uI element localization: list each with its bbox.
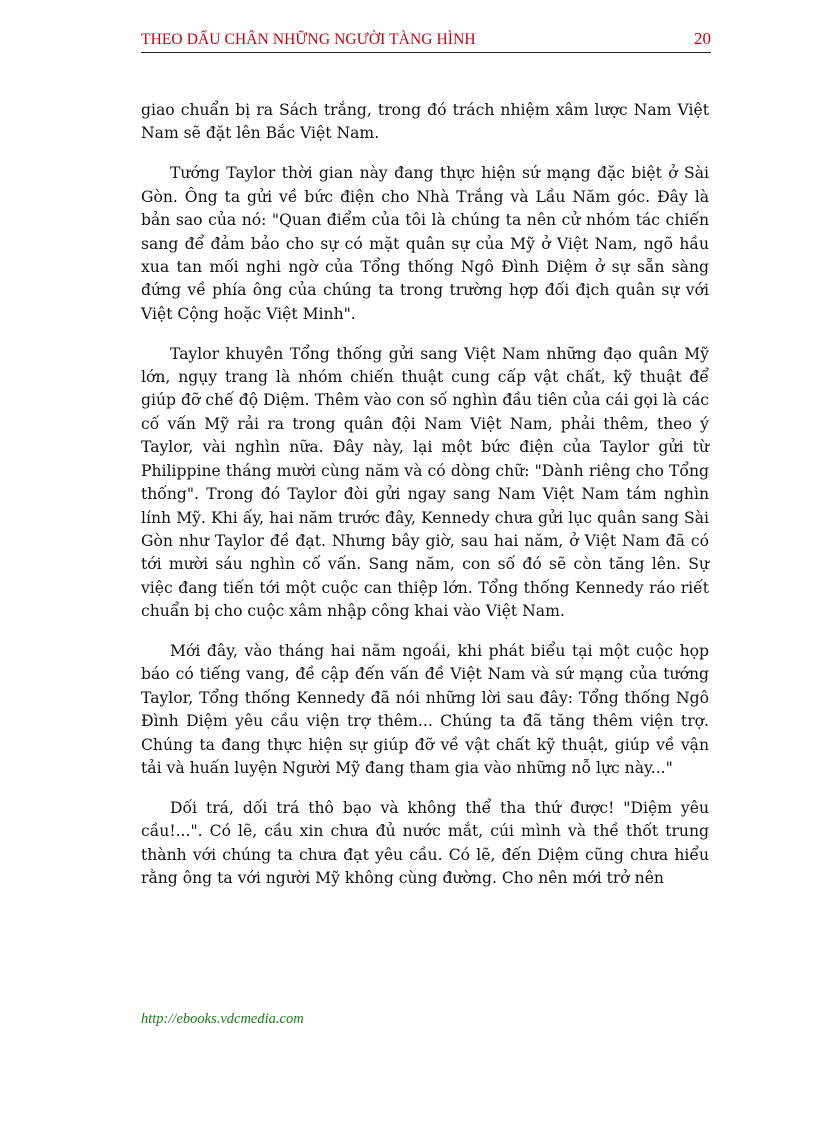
page-header [141,28,711,53]
footer-link[interactable]: http://ebooks.vdcmedia.com [141,1011,304,1027]
paragraph-1: giao chuẩn bị ra Sách trắng, trong đó trách nhiệm xâm lược Nam Việt Nam sẽ đặt lên Bắc Việt Nam. [141,101,709,143]
running-title: THEO DẤU CHÂN NHỮNG NGƯỜI TÀNG HÌNH [141,31,476,48]
paragraph-2: Tướng Taylor thời gian này đang thực hiện sứ mạng đặc biệt ở Sài Gòn. Ông ta gửi về bức điện cho Nhà Trắng và Lầu Năm góc. Đây là bản sao của nó: "Quan điểm của tôi là chúng ta nên cử nhóm tác chiến sang để đảm bảo cho sự có mặt quân sự của Mỹ ở Việt Nam, ngõ hầu xua tan mối nghi ngờ của Tổng thống Ngô Đình Diệm ở sự sẵn sàng đứng về phía ông của chúng ta trong trường hợp đối địch quân sự với Việt Cộng hoặc Việt Minh". [141,164,709,323]
paragraph-4: Mới đây, vào tháng hai năm ngoái, khi phát biểu tại một cuộc họp báo có tiếng vang, đề cập đến vấn đề Việt Nam và sứ mạng của tướng Taylor, Tổng thống Kennedy đã nói những lời sau đây: Tổng thống Ngô Đình Diệm yêu cầu viện trợ thêm... Chúng ta đã tăng thêm viện trợ. Chúng ta đang thực hiện sự giúp đỡ về vật chất kỹ thuật, giúp về vận tải và huấn luyện Người Mỹ đang tham gia vào những nỗ lực này..." [141,642,709,778]
page-body [141,99,709,907]
paragraph-3: Taylor khuyên Tổng thống gửi sang Việt Nam những đạo quân Mỹ lớn, ngụy trang là nhóm chiến thuật cung cấp vật chất, kỹ thuật để giúp đỡ chế độ Diệm. Thêm vào con số nghìn đầu tiên của cái gọi là các cố vấn Mỹ rải ra trong quân đội Nam Việt Nam, phải thêm, theo ý Taylor, vài nghìn nữa. Đây này, lại một bức điện của Taylor gửi từ Philippine tháng mười cùng năm và có dòng chữ: "Dành riêng cho Tổng thống". Trong đó Taylor đòi gửi ngay sang Nam Việt Nam tám nghìn lính Mỹ. Khi ấy, hai năm trước đây, Kennedy chưa gửi lục quân sang Sài Gòn như Taylor đề đạt. Nhưng bây giờ, sau hai năm, ở Việt Nam đã có tới mười sáu nghìn cố vấn. Sang năm, con số đó sẽ còn tăng lên. Sự việc đang tiến tới một cuộc can thiệp lớn. Tổng thống Kennedy ráo riết chuẩn bị cho cuộc xâm nhập công khai vào Việt Nam. [141,344,709,621]
paragraph-5: Dối trá, dối trá thô bạo và không thể tha thứ được! "Diệm yêu cầu!...". Có lẽ, cầu xin chưa đủ nước mắt, cúi mình và thề thốt trung thành với chúng ta chưa đạt yêu cầu. Có lẽ, đến Diệm cũng chưa hiểu rằng ông ta với người Mỹ không cùng đường. Cho nên mới trở nên [141,798,709,888]
page-number: 20 [694,29,711,48]
